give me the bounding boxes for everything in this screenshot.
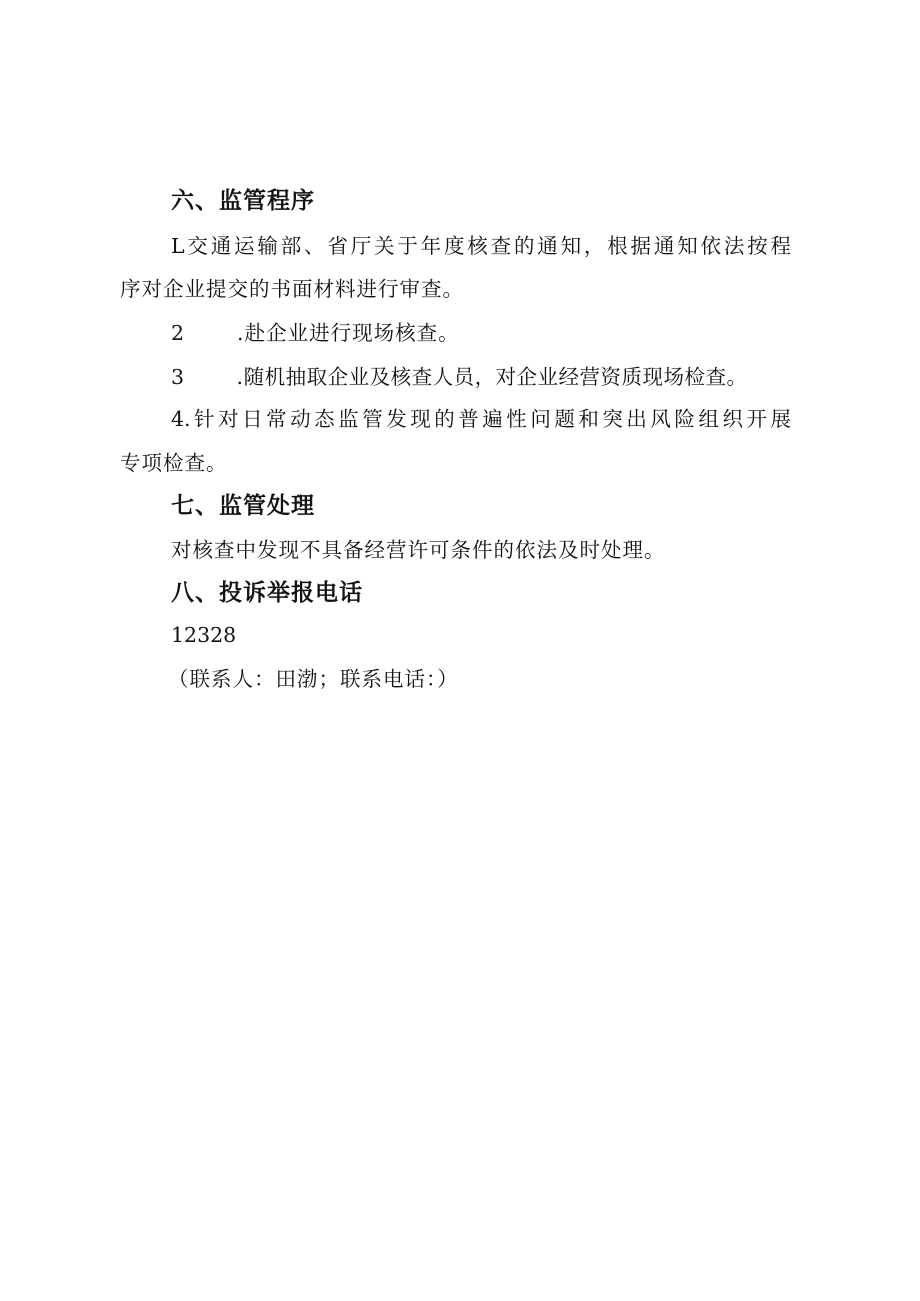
section-heading-supervision-handling: 七、监管处理 (171, 493, 315, 519)
contact-info: （联系人：田渤；联系电话：） (168, 667, 459, 691)
procedure-item-4-line-1: 4.针对日常动态监管发现的普遍性问题和突出风险组织开展 (171, 407, 791, 431)
procedure-item-2-number: 2 (171, 321, 186, 345)
procedure-item-3 (171, 362, 748, 392)
procedure-item-1-line-2: 序对企业提交的书面材料进行审查。 (120, 277, 464, 301)
hotline-number: 12328 (171, 623, 237, 647)
procedure-item-1-line-1: L交通运输部、省厅关于年度核查的通知，根据通知依法按程 (171, 234, 791, 258)
handling-text: 对核查中发现不具备经营许可条件的依法及时处理。 (171, 538, 666, 562)
procedure-item-4-line-2: 专项检查。 (120, 451, 228, 475)
procedure-item-2-text: .赴企业进行现场核查。 (237, 321, 460, 345)
section-heading-supervision-procedure: 六、监管程序 (171, 188, 315, 214)
procedure-item-3-number: 3 (171, 365, 185, 389)
procedure-item-3-text: .随机抽取企业及核查人员，对企业经营资质现场检查。 (236, 365, 748, 389)
section-heading-complaint-hotline: 八、投诉举报电话 (171, 580, 363, 606)
procedure-item-2 (171, 318, 460, 348)
